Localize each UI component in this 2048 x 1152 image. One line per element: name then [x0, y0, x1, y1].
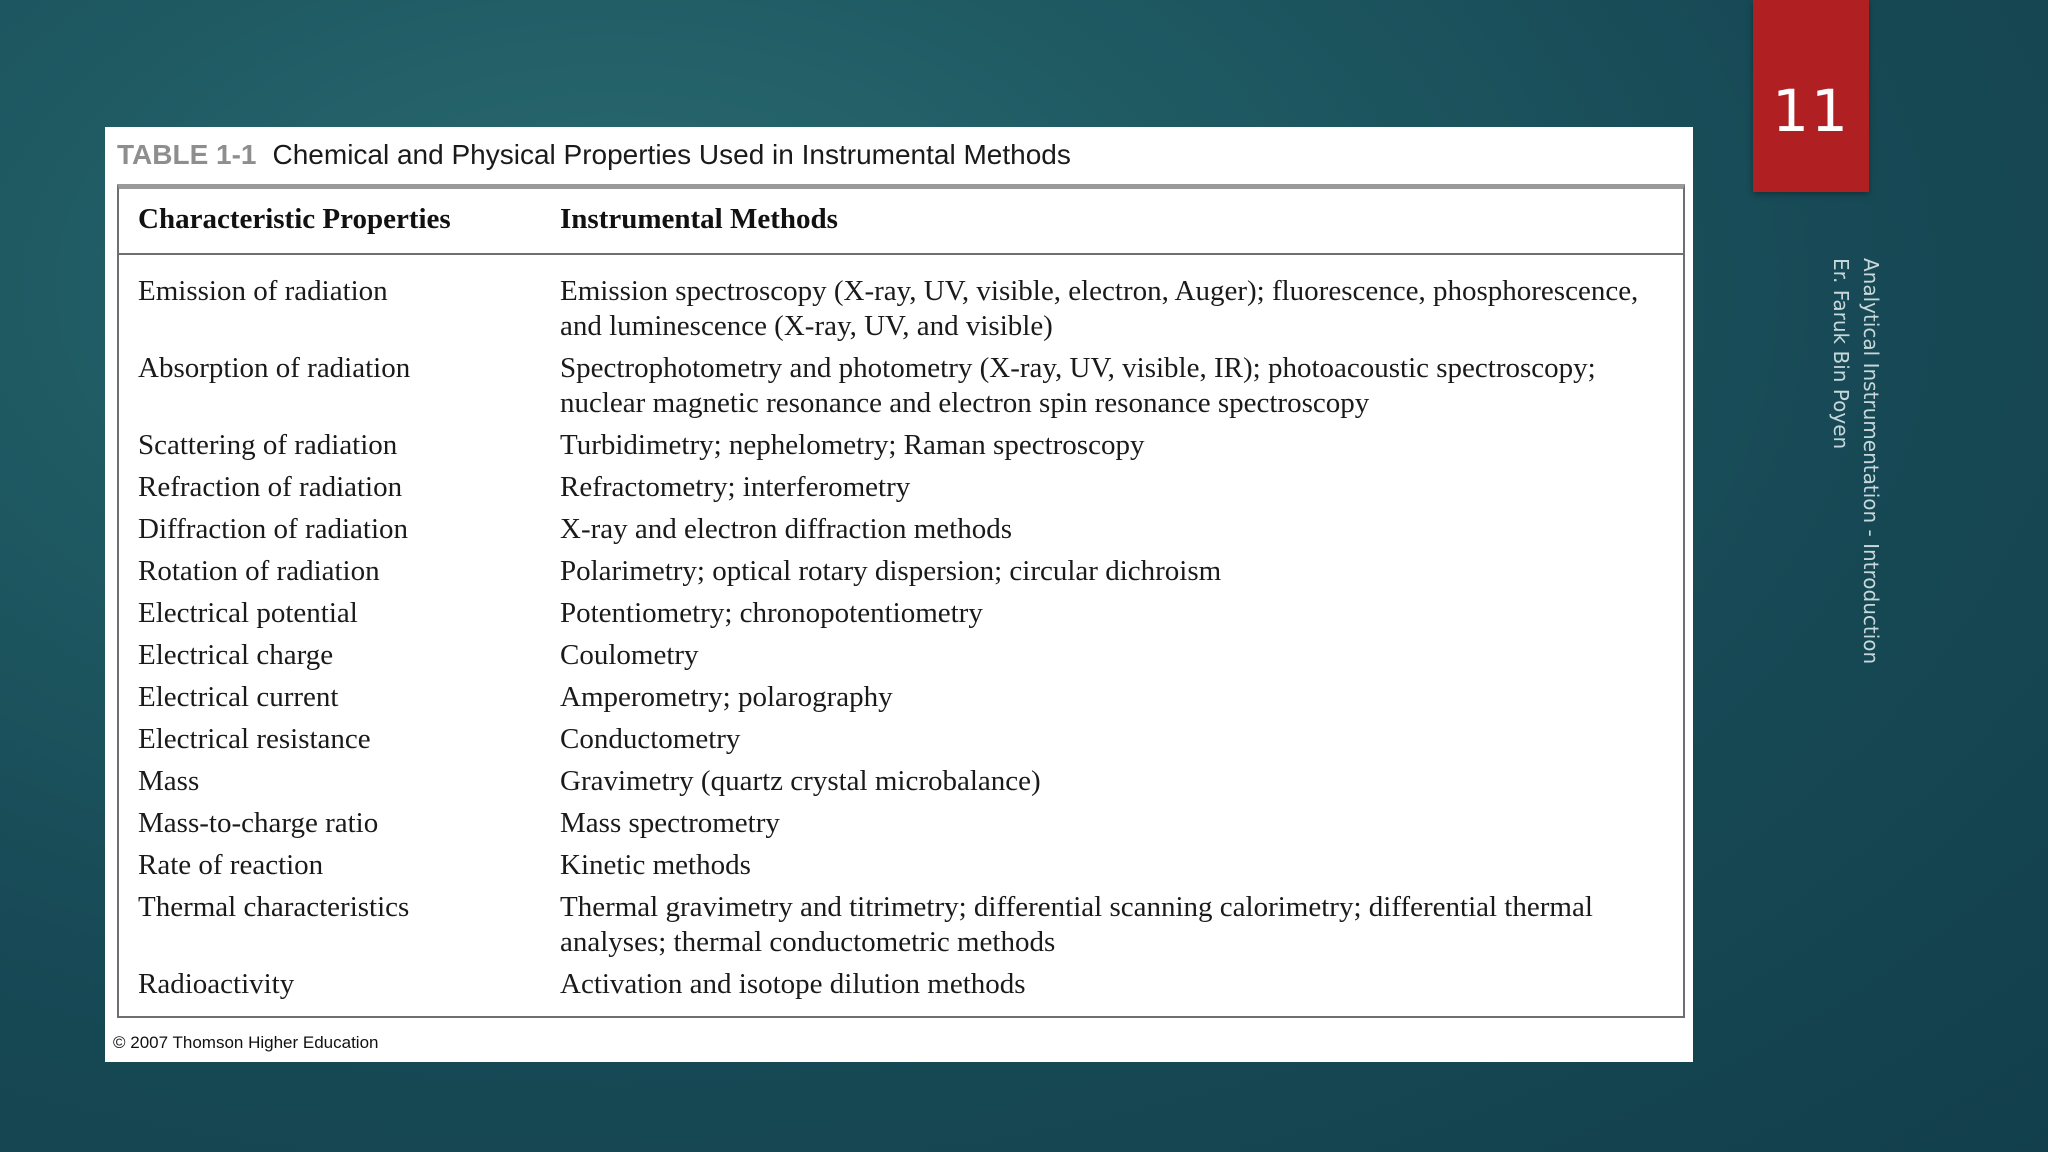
methods-cell: Potentiometry; chronopotentiometry	[560, 597, 983, 629]
methods-cell: Mass spectrometry	[560, 807, 780, 839]
footer-author: Er. Faruk Bin Poyen	[1829, 258, 1853, 450]
methods-cell: Kinetic methods	[560, 849, 751, 881]
table-label: TABLE 1-1	[117, 139, 257, 170]
table-header-row	[119, 189, 1683, 255]
property-cell: Diffraction of radiation	[138, 513, 409, 545]
table-row	[119, 890, 1683, 960]
copyright-credit: © 2007 Thomson Higher Education	[113, 1033, 379, 1052]
vertical-footer	[1815, 258, 1895, 698]
methods-cell: X-ray and electron diffraction methods	[560, 513, 1013, 545]
table-row	[119, 764, 1683, 799]
table-row	[119, 274, 1683, 344]
property-cell: Radioactivity	[138, 968, 295, 1000]
column-header-properties: Characteristic Properties	[138, 203, 451, 235]
properties-table	[117, 184, 1685, 1018]
methods-cell: Refractometry; interferometry	[560, 471, 911, 503]
page-number-badge	[1753, 0, 1869, 192]
table-row	[119, 512, 1683, 547]
property-cell: Electrical current	[138, 681, 339, 713]
property-cell: Rotation of radiation	[138, 555, 380, 587]
property-cell: Refraction of radiation	[138, 471, 403, 503]
table-figure	[105, 127, 1693, 1062]
table-row	[119, 596, 1683, 631]
table-row	[119, 554, 1683, 589]
methods-cell: Amperometry; polarography	[560, 681, 893, 713]
table-row	[119, 428, 1683, 463]
table-body	[119, 274, 1683, 1009]
methods-cell: Emission spectroscopy (X-ray, UV, visible, electron, Auger); fluorescence, phosphorescence, and luminescence (X-ray, UV, and visible)	[560, 275, 1639, 342]
methods-cell: Thermal gravimetry and titrimetry; differential scanning calorimetry; differential thermal analyses; thermal conductometric methods	[560, 891, 1593, 958]
table-row	[119, 351, 1683, 421]
methods-cell: Activation and isotope dilution methods	[560, 968, 1026, 1000]
page-number: 11	[1772, 77, 1850, 145]
table-row	[119, 470, 1683, 505]
methods-cell: Gravimetry (quartz crystal microbalance)	[560, 765, 1041, 797]
property-cell: Thermal characteristics	[138, 891, 410, 923]
table-row	[119, 680, 1683, 715]
column-header-methods: Instrumental Methods	[560, 203, 838, 235]
table-row	[119, 806, 1683, 841]
table-title: Chemical and Physical Properties Used in Instrumental Methods	[272, 139, 1071, 170]
table-row	[119, 848, 1683, 883]
property-cell: Emission of radiation	[138, 275, 388, 307]
table-row	[119, 638, 1683, 673]
table-row	[119, 722, 1683, 757]
methods-cell: Polarimetry; optical rotary dispersion; circular dichroism	[560, 555, 1222, 587]
methods-cell: Coulometry	[560, 639, 699, 671]
property-cell: Scattering of radiation	[138, 429, 398, 461]
property-cell: Mass	[138, 765, 200, 797]
property-cell: Mass-to-charge ratio	[138, 807, 379, 839]
property-cell: Absorption of radiation	[138, 352, 411, 384]
property-cell: Electrical charge	[138, 639, 334, 671]
property-cell: Electrical potential	[138, 597, 358, 629]
property-cell: Rate of reaction	[138, 849, 324, 881]
footer-course-title: Analytical Instrumentation - Introduction	[1859, 258, 1883, 665]
methods-cell: Conductometry	[560, 723, 741, 755]
property-cell: Electrical resistance	[138, 723, 371, 755]
table-caption	[117, 133, 1071, 177]
methods-cell: Spectrophotometry and photometry (X-ray, UV, visible, IR); photoacoustic spectroscopy; nuclear magnetic resonance and electron spin resonance spectroscopy	[560, 352, 1596, 419]
table-row	[119, 967, 1683, 1002]
methods-cell: Turbidimetry; nephelometry; Raman spectroscopy	[560, 429, 1145, 461]
